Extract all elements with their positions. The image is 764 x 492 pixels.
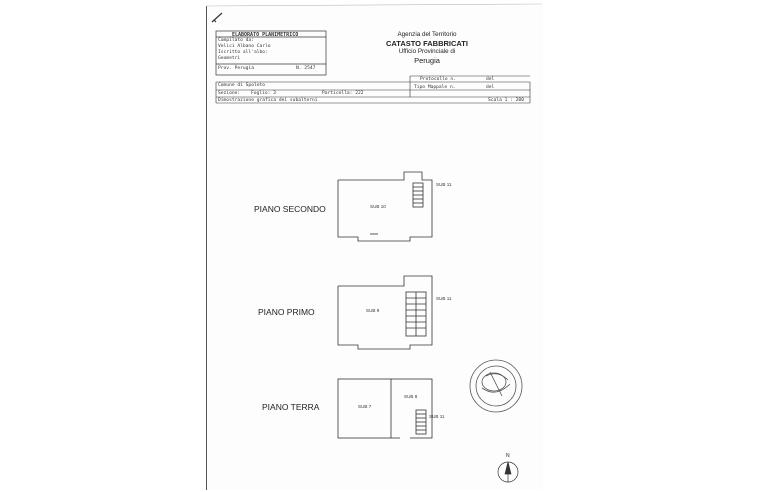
agency-line-4: Perugia (414, 55, 440, 65)
foglio: Foglio: 3 (251, 91, 276, 96)
sub-label: SUB 11 (436, 296, 452, 301)
iscritto-value: Geometri (218, 55, 241, 61)
particella: Particella: 222 (322, 91, 364, 96)
sub-label: SUB 11 (429, 414, 445, 419)
scala: Scala 1 : 200 (488, 97, 524, 103)
plan-piano-primo (338, 276, 432, 349)
box-title: ELABORATO PLANIMETRICO (232, 31, 299, 38)
floor-label-terra: PIANO TERRA (262, 402, 320, 412)
prov-number: N. 2547 (296, 66, 316, 71)
north-compass-icon (498, 462, 518, 482)
floor-label-primo: PIANO PRIMO (258, 307, 315, 317)
compilato-name: Velici Albano Carlo (218, 43, 271, 49)
sezione: Sezione: (218, 91, 241, 96)
official-stamp-icon (470, 360, 522, 412)
protocollo-del: del (486, 77, 495, 82)
agency-line-3: Ufficio Provinciale di (398, 48, 456, 55)
sub-label: SUB 11 (436, 182, 452, 187)
sub-label: SUB 7 (358, 404, 372, 409)
iscritto-label: Iscritto all'albo: (218, 50, 268, 55)
compass-letter: N (506, 453, 510, 459)
tipo-mappale-label: Tipo Mappale n. (414, 84, 456, 90)
corner-mark-icon (212, 13, 222, 22)
sub-label: SUB 10 (370, 204, 386, 209)
agency-line-1: Agenzia del Territorio (397, 31, 457, 38)
protocollo-label: Protocollo n. (420, 77, 456, 82)
dimostrazione: Dimostrazione grafica dei subalterni (218, 97, 318, 103)
floor-label-secondo: PIANO SECONDO (254, 204, 326, 214)
compilato-label: Compilato da: (218, 38, 254, 43)
comune: Comune di Spoleto (218, 83, 266, 88)
tipo-mappale-del: del (486, 84, 495, 90)
plan-piano-terra (338, 379, 432, 438)
sheet-top-edge (206, 4, 542, 6)
sub-label: SUB 9 (366, 308, 380, 313)
agency-line-2: CATASTO FABBRICATI (386, 39, 468, 48)
sub-label: SUB 8 (404, 394, 418, 399)
prov-label: Prov. Perugia (218, 66, 254, 71)
